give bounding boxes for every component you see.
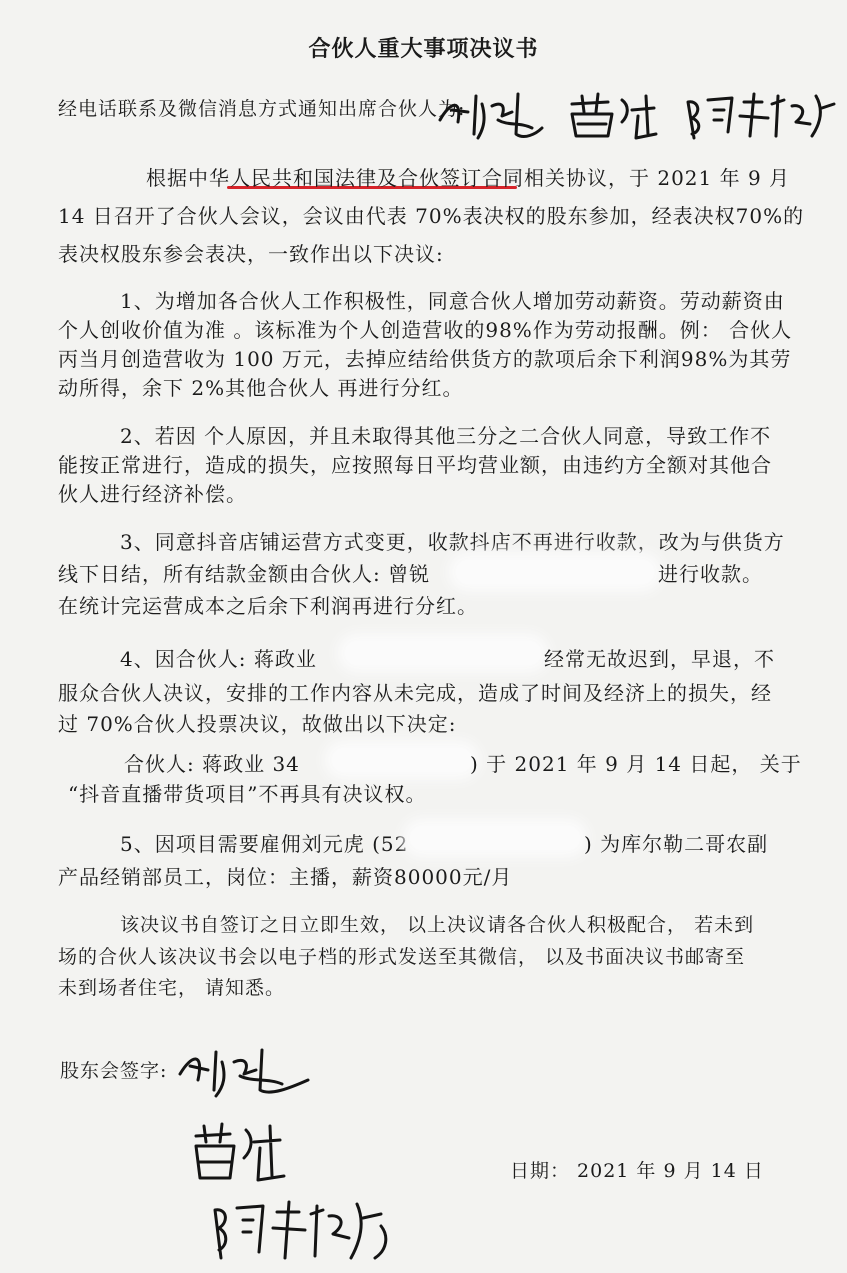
closing-line-2: 场的合伙人该决议书会以电子档的形式发送至其微信， 以及书面决议书邮寄至 [58, 946, 746, 968]
item-1-line-4: 动所得，余下 2%其他合伙人 再进行分红。 [58, 376, 464, 400]
item-5-line-1a: 5、因项目需要雇佣刘元虎 (52 [120, 832, 409, 856]
document-date: 日期： 2021 年 9 月 14 日 [510, 1160, 764, 1182]
item-2-line-1: 2、若因 个人原因，并且未取得其他三分之二合伙人同意，导致工作不 [120, 424, 772, 448]
item-3-line-1: 3、同意抖音店铺运营方式变更，收款抖店不再进行收款，改为与供货方 [120, 530, 785, 554]
item-4-line-5: “抖音直播带货项目”不再具有决议权。 [68, 782, 427, 806]
item-4-line-2: 服众合伙人决议，安排的工作内容从未完成，造成了时间及经济上的损失，经 [58, 681, 772, 705]
item-1-line-3: 丙当月创造营收为 100 万元，去掉应结给供货方的款项后余下利润98%为其劳 [58, 347, 792, 371]
item-2-line-3: 伙人进行经济补偿。 [58, 482, 247, 506]
signature-zeng-rui [188, 1118, 298, 1188]
item-1-line-2: 个人创收价值为准 。该标准为个人创造营收的98%作为劳动报酬。例： 合伙人 [58, 318, 793, 342]
intro-line-1: 根据中华人民共和国法律及合伙签订合同相关协议，于 2021 年 9 月 [146, 166, 791, 190]
redacted-block [332, 748, 472, 772]
item-5-line-2: 产品经销部员工，岗位：主播，薪资80000元/月 [58, 865, 513, 889]
item-4-line-1a: 4、因合伙人: 蒋政业 [120, 647, 317, 671]
item-4-line-4b: ) 于 2021 年 9 月 14 日起， 关于 [470, 752, 802, 776]
notice-signature-handwriting [432, 82, 837, 144]
item-3-line-3: 在统计完运营成本之后余下利润再进行分红。 [58, 594, 478, 618]
redacted-block [456, 560, 654, 584]
closing-line-1: 该决议书自签订之日立即生效， 以上决议请各合伙人积极配合， 若未到 [120, 914, 755, 936]
redacted-block [410, 826, 580, 850]
signature-liu-jie [170, 1040, 320, 1100]
closing-line-3: 未到场者住宅， 请知悉。 [58, 977, 286, 999]
item-3-line-2a: 线下日结，所有结款金额由合伙人: 曾锐 [58, 562, 431, 586]
intro-line-2: 14 日召开了合伙人会议，会议由代表 70%表决权的股东参加，经表决权70%的 [58, 204, 805, 228]
document-title: 合伙人重大事项决议书 [308, 36, 539, 62]
signature-alimu [205, 1196, 415, 1268]
item-4-line-4a: 合伙人: 蒋政业 34 [124, 752, 300, 776]
item-1-line-1: 1、为增加各合伙人工作积极性，同意合伙人增加劳动薪资。劳动薪资由 [120, 289, 785, 313]
item-2-line-2: 能按正常进行，造成的损失，应按照每日平均营业额，由违约方全额对其他合 [58, 453, 772, 477]
item-4-line-1b: 经常无故迟到，早退，不 [544, 647, 775, 671]
item-5-line-1b: ) 为库尔勒二哥农副 [584, 832, 769, 856]
item-4-line-3: 过 70%合伙人投票决议，故做出以下决定: [58, 712, 457, 736]
signature-label: 股东会签字: [60, 1060, 168, 1082]
redacted-block [345, 641, 541, 665]
intro-line-3: 表决权股东参会表决，一致作出以下决议: [58, 242, 444, 266]
notice-line: 经电话联系及微信消息方式通知出席合伙人为: [58, 98, 466, 120]
item-3-line-2b: 进行收款。 [658, 562, 763, 586]
